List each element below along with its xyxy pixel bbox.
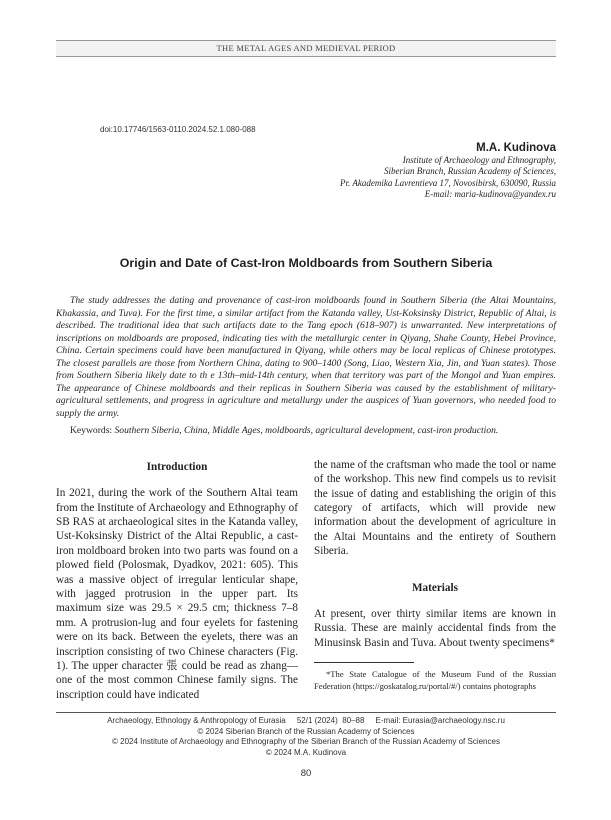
doi: doi:10.17746/1563-0110.2024.52.1.080-088	[100, 125, 256, 134]
keywords-text: Southern Siberia, China, Middle Ages, moldboards, agricultural development, cast-iron production.	[114, 425, 499, 437]
author-email: E-mail: maria-kudinova@yandex.ru	[424, 188, 556, 199]
page	[56, 0, 556, 800]
running-header: THE METAL AGES AND MEDIEVAL PERIOD	[56, 40, 556, 57]
left-column	[56, 458, 298, 703]
article-title: Origin and Date of Cast-Iron Moldboards from Southern Siberia	[119, 256, 493, 271]
footer-rule	[56, 712, 556, 713]
body-columns	[56, 458, 556, 703]
journal-info: Archaeology, Ethnology & Anthropology of Eurasia 52/1 (2024) 80–88 E-mail: Eurasia@archaeology.nsc.ru	[107, 716, 505, 726]
affiliation-line: Institute of Archaeology and Ethnography,	[402, 155, 556, 165]
author-block	[56, 141, 556, 200]
section-heading-materials: Materials	[412, 581, 458, 594]
footer	[56, 716, 556, 758]
footnote-rule	[314, 662, 414, 663]
abstract: The study addresses the dating and provenance of cast-iron moldboards found in Southern Siberia (the Altai Mountains, Khakassia, and Tuva). For the first time, a similar artifact from the Katanda valley, Ust-Koksinsky District, Republic of Altai, is described. The traditional idea that such artifacts date to the Tang epoch (618–907) is unwarranted. New interpretations of inscriptions on moldboards are proposed, indicating ties with the metallurgic center in Qiyang, Shahe County, Hebei Province, China. Certain specimens could have been manufactured in Qiyang, while others may be local replicas of Chinese prototypes. The closest parallels are those from Northern China, dating to 900–1400 (Song, Liao, Western Xia, Jin, and Yuan states). Those from Southern Siberia likely date to th e 13th–mid-14th century, when that territory was part of the Mongol and Yuan empires. The appearance of Chinese moldboards and their replicas in Southern Siberia was caused by the establishment of military-agricultural settlements, and progress in agriculture and metallurgy under the auspices of Yuan governors, who needed food to supply the army.	[56, 295, 556, 419]
keywords	[70, 425, 556, 438]
author-name: M.A. Kudinova	[476, 142, 556, 154]
footnote: *The State Catalogue of the Museum Fund of the Russian Federation (https://goskatalog.ru/portal/#/) contains photographs	[314, 669, 556, 691]
section-heading-introduction: Introduction	[146, 460, 208, 473]
intro-paragraph-continued: the name of the craftsman who made the tool or name of the workshop. This new find compels us to revisit the issue of dating and establishing the origin of this category of artifacts, which will provide new information about the development of agriculture in the Altai Mountains and the entirety of Southern Siberia.	[314, 458, 556, 558]
copyright-line: © 2024 M.A. Kudinova	[265, 747, 347, 757]
affiliation-line: Siberian Branch, Russian Academy of Sciences,	[383, 166, 556, 177]
intro-paragraph: In 2021, during the work of the Southern Altai team from the Institute of Archaeology and Ethnography of SB RAS at archaeological sites in the Katanda valley, Ust-Koksinsky District of the Altai Republic, a cast-iron moldboard broken into two parts was found on a plowed field (Polosmak, Dyadkov, 2021: 605). This was a massive object of irregular lenticular shape, with jagged protrusion in the upper part. Its maximum size was 29.5 × 29.5 cm; thickness 7–8 mm. A protrusion-lug and four eyelets for fastening were on its back. Between the eyelets, there was an inscription consisting of two Chinese characters (Fig. 1). The upper character 張 could be read as zhang—one of the most common Chinese family signs. The inscription could have indicated	[56, 487, 298, 701]
materials-paragraph: At present, over thirty similar items are known in Russia. These are mainly accidental finds from the Minusinsk Basin and Tuva. About twenty specimens*	[314, 607, 556, 649]
copyright-line: © 2024 Institute of Archaeology and Ethnography of the Siberian Branch of the Russian Academy of Sciences	[112, 737, 500, 747]
copyright-line: © 2024 Siberian Branch of the Russian Academy of Sciences	[197, 726, 415, 736]
page-number: 80	[300, 768, 312, 780]
keywords-label: Keywords:	[70, 425, 115, 437]
affiliation-line: Pr. Akademika Lavrentieva 17, Novosibirsk, 630090, Russia	[340, 177, 556, 188]
right-column	[314, 458, 556, 692]
